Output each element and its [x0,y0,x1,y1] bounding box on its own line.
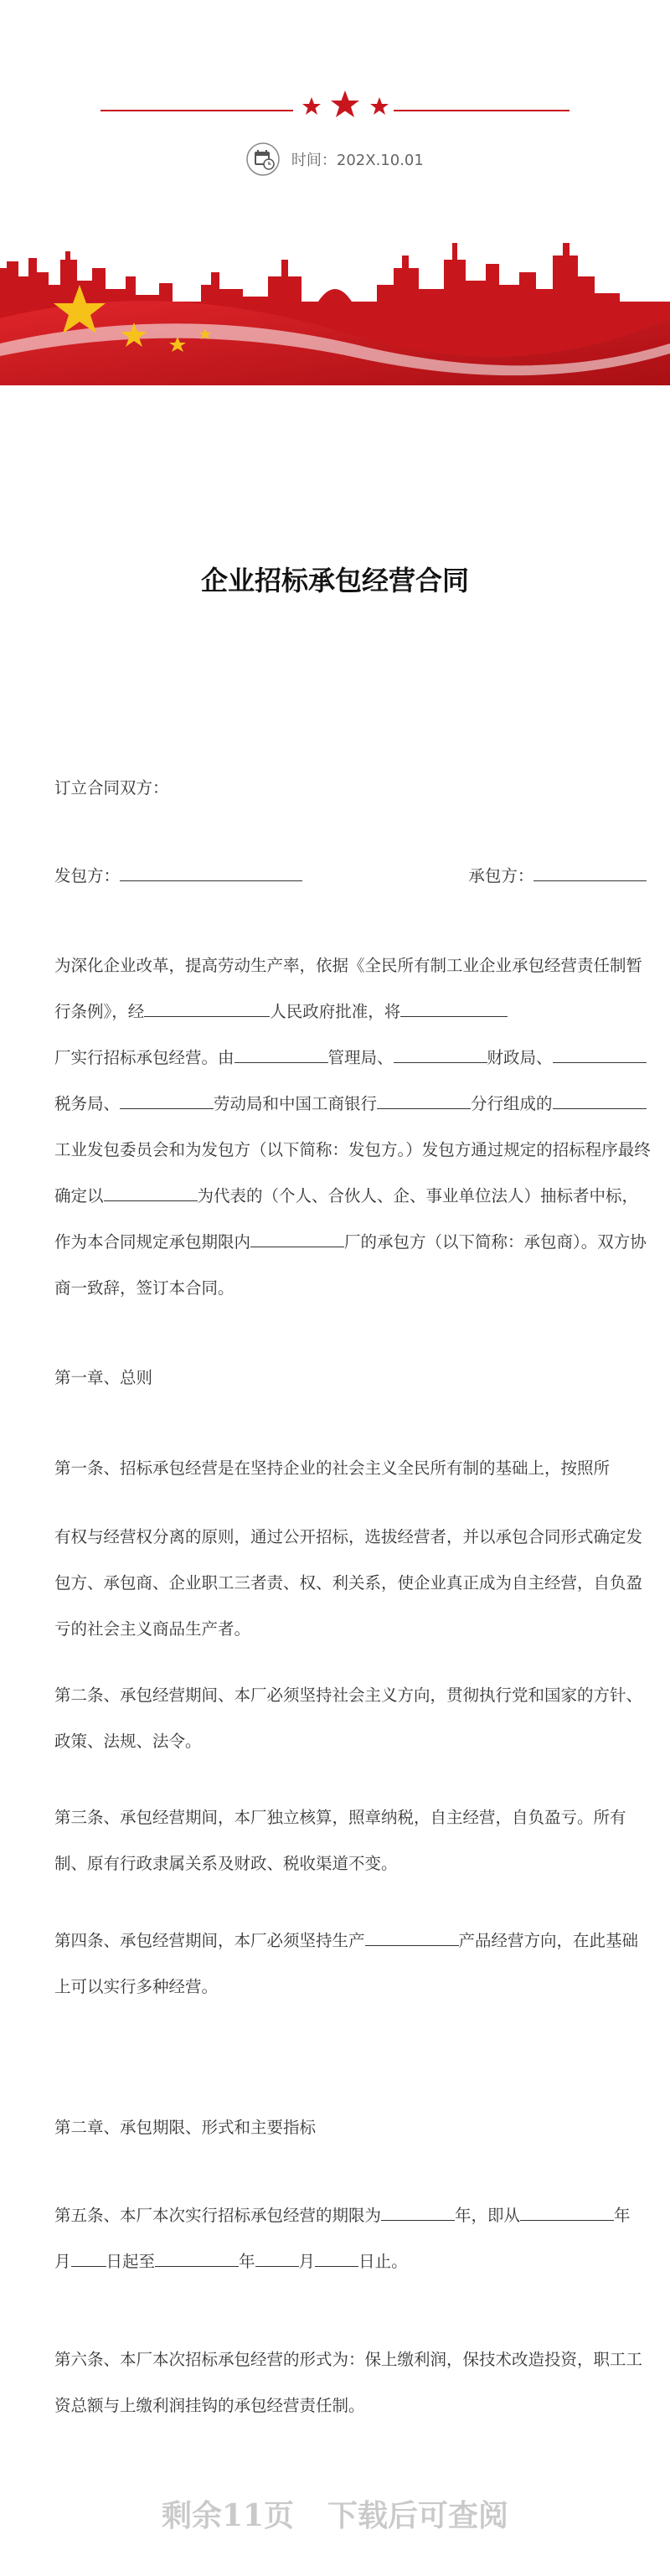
article-4-blank [365,1927,459,1946]
article-4 [54,1918,651,2010]
article-5-blank-5 [255,2248,299,2267]
preamble-text-8: 分行组成的 [471,1094,553,1113]
preamble-text-9: 工业发包委员会和为发包方（以下简称：发包方。）发包方通过规定的招标程序最终确定以 [54,1140,651,1205]
article-3: 第三条、承包经营期间，本厂独立核算，照章纳税，自主经营，自负盈亏。所有制、原有行政隶属关系及财政、税收渠道不变。 [54,1808,626,1873]
article-1-line-1: 第一条、招标承包经营是在坚持企业的社会主义全民所有制的基础上，按照所 [54,1458,611,1478]
article-1-rest: 有权与经营权分离的原则，通过公开招标，选拔经营者，并以承包合同形式确定发包方、承包商、企业职工三者责、权、利关系，使企业真正成为自主经营，自负盈亏的社会主义商品生产者。 [54,1527,643,1639]
article-4-text-2: 产品经营方向，在此基础上可以实行多种经营。 [54,1931,639,1996]
preamble-blank-4 [394,1044,487,1063]
banner-skyline-image [0,243,670,385]
preamble-text-11: 厂的承包方（以下简称：承包商）。双方协商一致辞，签订本合同。 [54,1232,647,1298]
preamble-blank-7 [377,1090,471,1109]
article-5-blank-2 [520,2202,614,2221]
party-b-label: 承包方： [468,866,534,885]
chapter-2-heading: 第二章、承包期限、形式和主要指标 [54,2118,317,2137]
article-2: 第二条、承包经营期间、本厂必须坚持社会主义方向，贯彻执行党和国家的方针、政策、法规、法令。 [54,1685,643,1751]
article-5-text-2: 年，即从 [455,2206,521,2225]
article-5-text-1: 第五条、本厂本次实行招标承包经营的期限为 [54,2206,382,2225]
download-to-view-label[interactable]: 下载后可查阅 [327,2498,509,2533]
preamble-blank-1 [144,998,270,1017]
party-a-blank [120,862,302,881]
article-5-blank-6 [315,2248,358,2267]
party-b-blank [533,862,647,881]
document-title: 企业招标承包经营合同 [200,565,469,596]
page-header [0,0,670,385]
parties-line [54,853,651,899]
preamble-blank-6 [120,1090,214,1109]
header-rule-left [100,110,293,111]
preamble-text-2: 人民政府批准，将 [270,1002,401,1021]
date-row [0,142,670,176]
intro-line [54,765,651,811]
preamble-text-7: 劳动局和中国工商银行 [214,1094,378,1113]
chapter-1-heading: 第一章、总则 [54,1368,153,1387]
article-4-text-1: 第四条、承包经营期间，本厂必须坚持生产 [54,1931,365,1950]
intro-text: 订立合同双方： [54,778,169,798]
preamble-blank-3 [234,1044,328,1063]
preamble-blank-5 [553,1044,647,1063]
article-6: 第六条、本厂本次招标承包经营的形式为：保上缴利润，保技术改造投资，职工工资总额与上缴利润挂钩的承包经营责任制。 [54,2350,643,2415]
preamble-text-6: 税务局、 [54,1094,121,1113]
download-prompt[interactable] [0,2492,670,2535]
article-5 [54,2192,651,2284]
preamble-blank-9 [104,1182,198,1201]
preamble-text-3: 厂实行招标承包经营。由 [54,1048,234,1067]
preamble-blank-2 [400,998,508,1017]
article-5-text-8: 日止。 [358,2252,408,2271]
preamble-text-5: 财政局、 [487,1048,553,1067]
article-5-text-7: 月 [298,2252,316,2271]
preamble-blank-8 [553,1090,647,1109]
article-5-text-6: 年 [239,2252,255,2271]
header-stars-icon [297,89,394,126]
article-5-blank-1 [381,2202,455,2221]
preamble-text-1: 为深化企业改革，提高劳动生产率，依据《全民所有制工业企业承包经营责任制暂行条例》，经 [54,956,643,1021]
article-5-text-4: 月 [54,2252,71,2271]
article-5-text-3: 年 [614,2206,631,2225]
article-5-text-5: 日起至 [106,2252,156,2271]
calendar-clock-icon [246,142,280,176]
article-5-blank-3 [71,2248,106,2267]
preamble-text-4: 管理局、 [327,1048,394,1067]
preamble-paragraph [54,942,651,1311]
preamble-text-10: 为代表的（个人、合伙人、企、事业单位法人）抽标者中标，作为本合同规定承包期限内 [54,1186,639,1252]
article-5-blank-4 [155,2248,239,2267]
remaining-pages-label: 剩余11页 [161,2498,295,2533]
header-rule-right [394,110,570,111]
party-a-label: 发包方： [54,866,121,885]
preamble-blank-10 [250,1228,344,1247]
date-label: 时间：202X.10.01 [291,152,424,169]
